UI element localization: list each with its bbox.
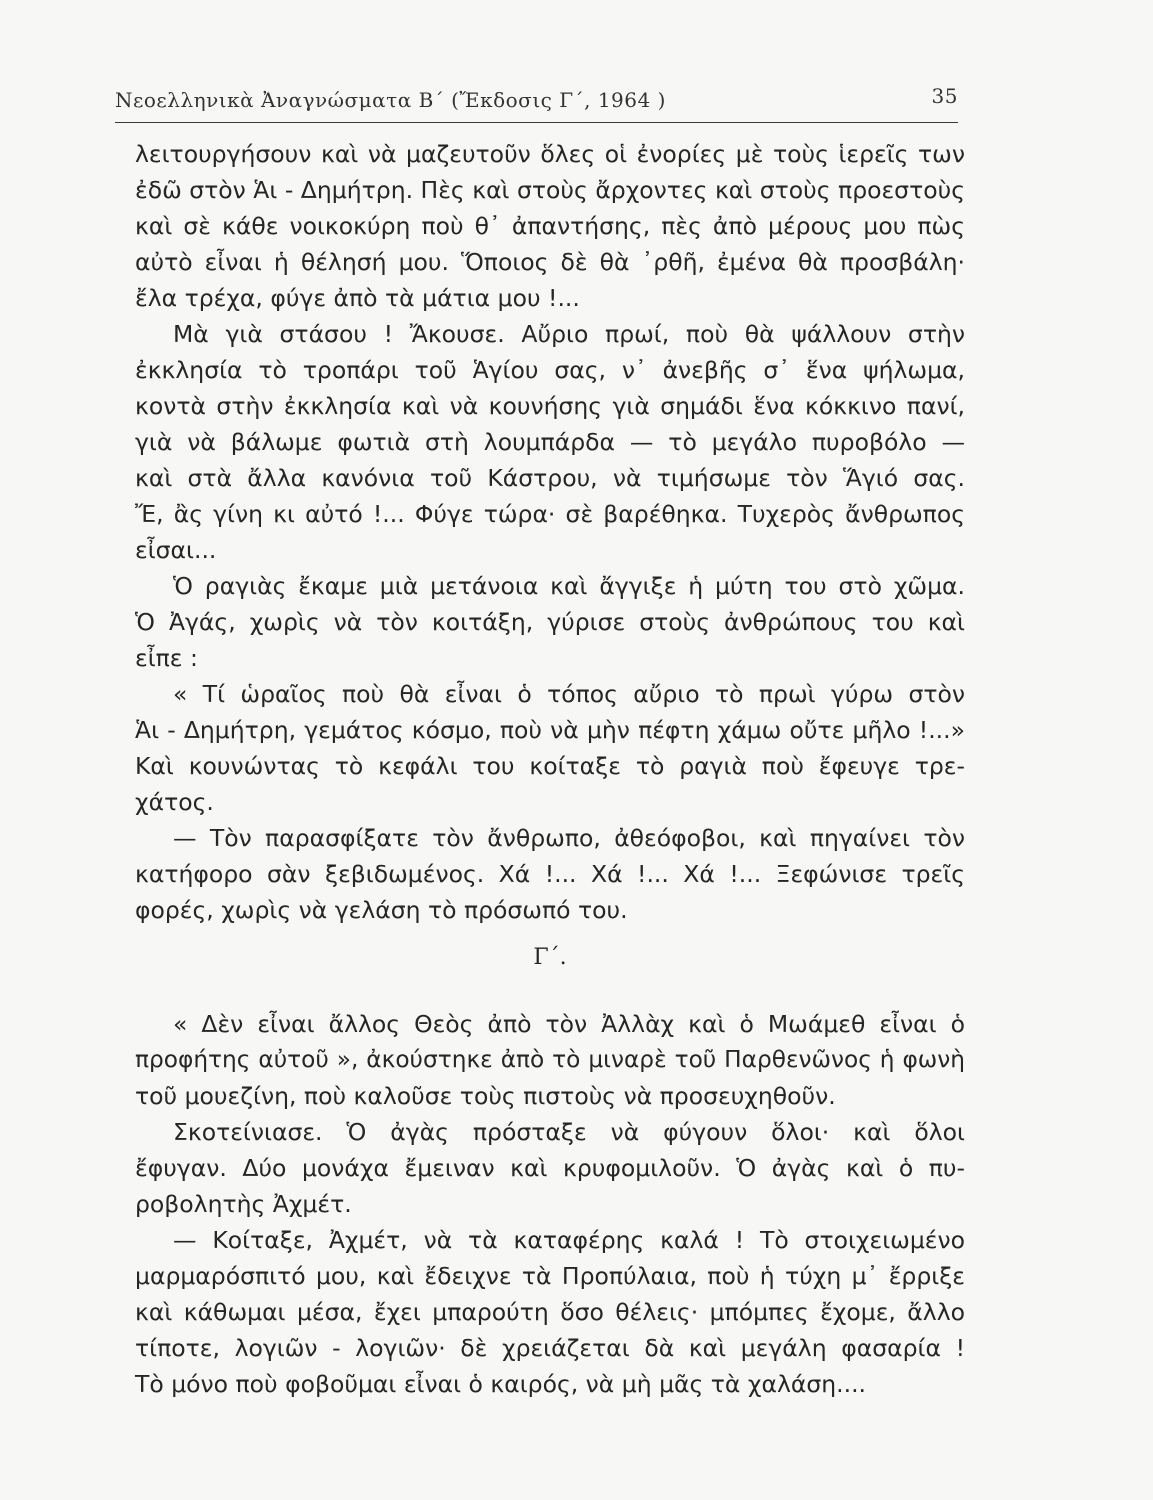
text-line: κατήφορο σὰν ξεβιδωμένος. Χά !... Χά !... Χά !... Ξεφώνισε τρεῖς [135, 860, 965, 888]
body-text [135, 136, 965, 1402]
text-line: — Τὸν παρασφίξατε τὸν ἄνθρωπο, ἀθεόφοβοι, καὶ πηγαίνει τὸν [173, 824, 965, 852]
text-line: Καὶ κουνώντας τὸ κεφάλι του κοίταξε τὸ ραγιὰ ποὺ ἔφευγε τρε- [135, 752, 965, 780]
header-rule [115, 122, 958, 123]
text-line: ἔφυγαν. Δύο μονάχα ἔμειναν καὶ κρυφομιλοῦν. Ὁ ἀγὰς καὶ ὁ πυ- [135, 1154, 965, 1182]
text-line: « Δὲν εἶναι ἄλλος Θεὸς ἀπὸ τὸν Ἀλλὰχ καὶ ὁ Μωάμεθ εἶναι ὁ [173, 1010, 965, 1038]
text-line: καὶ κάθωμαι μέσα, ἔχει μπαρούτη ὅσο θέλεις· μπόμπες ἔχομε, ἄλλο [135, 1298, 965, 1326]
text-line: Τὸ μόνο ποὺ φοβοῦμαι εἶναι ὁ καιρός, νὰ μὴ μᾶς τὰ χαλάση.... [135, 1370, 867, 1398]
text-line: μαρμαρόσπιτό μου, καὶ ἔδειχνε τὰ Προπύλαια, ποὺ ἡ τύχη μ᾽ ἔρριξε [135, 1262, 965, 1290]
text-line: φορές, χωρὶς νὰ γελάση τὸ πρόσωπό του. [135, 896, 628, 924]
text-line: εἶπε : [135, 644, 198, 672]
text-line: Σκοτείνιασε. Ὁ ἀγὰς πρόσταξε νὰ φύγουν ὅλοι· καὶ ὅλοι [173, 1118, 965, 1146]
text-line: τίποτε, λογιῶν - λογιῶν· δὲ χρειάζεται δὰ καὶ μεγάλη φασαρία ! [135, 1334, 965, 1362]
text-line: καὶ στὰ ἄλλα κανόνια τοῦ Κάστρου, νὰ τιμήσωμε τὸν Ἅγιό σας. [135, 464, 965, 492]
text-line: χάτος. [135, 788, 214, 816]
text-line: ἐκκλησία τὸ τροπάρι τοῦ Ἁγίου σας, ν᾽ ἀνεβῆς σ᾽ ἕνα ψήλωμα, [135, 356, 965, 384]
text-line: καὶ σὲ κάθε νοικοκύρη ποὺ θ᾽ ἀπαντήσης, πὲς ἀπὸ μέρους μου πὼς [135, 212, 965, 240]
text-line: Ὁ ραγιὰς ἔκαμε μιὰ μετάνοια καὶ ἄγγιξε ἡ μύτη του στὸ χῶμα. [173, 572, 965, 600]
text-line: γιὰ νὰ βάλωμε φωτιὰ στὴ λουμπάρδα — τὸ μεγάλο πυροβόλο — [135, 428, 965, 456]
text-line: λειτουργήσουν καὶ νὰ μαζευτοῦν ὅλες οἱ ἐνορίες μὲ τοὺς ἱερεῖς των [135, 140, 965, 168]
text-line: ροβολητὴς Ἀχμέτ. [135, 1190, 352, 1218]
page-number: 35 [931, 84, 958, 108]
text-line: Ἁι - Δημήτρη, γεμάτος κόσμο, ποὺ νὰ μὴν πέφτη χάμω οὔτε μῆλο !...» [135, 716, 965, 744]
text-line: Ὁ Ἀγάς, χωρὶς νὰ τὸν κοιτάξη, γύρισε στοὺς ἀνθρώπους του καὶ [135, 608, 965, 636]
text-line: κοντὰ στὴν ἐκκλησία καὶ νὰ κουνήσης γιὰ σημάδι ἕνα κόκκινο πανί, [135, 392, 965, 420]
section-heading: Γ΄. [533, 945, 567, 970]
text-line: Μὰ γιὰ στάσου ! Ἄκουσε. Αὔριο πρωί, ποὺ θὰ ψάλλουν στὴν [173, 320, 965, 348]
text-line: ἔλα τρέχα, φύγε ἀπὸ τὰ μάτια μου !... [135, 284, 580, 312]
running-title: Νεοελληνικὰ Ἀναγνώσματα Β΄ (Ἔκδοσις Γ΄, 1964 ) [115, 88, 666, 112]
text-line: προφήτης αὐτοῦ », ἀκούστηκε ἀπὸ τὸ μιναρὲ τοῦ Παρθενῶνος ἡ φωνὴ [135, 1046, 965, 1073]
text-line: Ἔ, ἂς γίνη κι αὐτό !... Φύγε τώρα· σὲ βαρέθηκα. Τυχερὸς ἄνθρωπος [135, 500, 965, 528]
text-line: τοῦ μουεζίνη, ποὺ καλοῦσε τοὺς πιστοὺς νὰ προσευχηθοῦν. [135, 1082, 836, 1110]
text-line: — Κοίταξε, Ἀχμέτ, νὰ τὰ καταφέρης καλά ! Τὸ στοιχειωμένο [173, 1226, 965, 1254]
text-line: ἐδῶ στὸν Ἁι - Δημήτρη. Πὲς καὶ στοὺς ἄρχοντες καὶ στοὺς προεστοὺς [135, 176, 965, 204]
text-line: « Τί ὡραῖος ποὺ θὰ εἶναι ὁ τόπος αὔριο τὸ πρωὶ γύρω στὸν [173, 680, 965, 708]
running-header [115, 84, 958, 118]
text-line: εἶσαι... [135, 536, 217, 564]
text-line: αὐτὸ εἶναι ἡ θέλησή μου. Ὅποιος δὲ θὰ ᾽ρθῆ, ἐμένα θὰ προσβάλη· [135, 248, 965, 276]
